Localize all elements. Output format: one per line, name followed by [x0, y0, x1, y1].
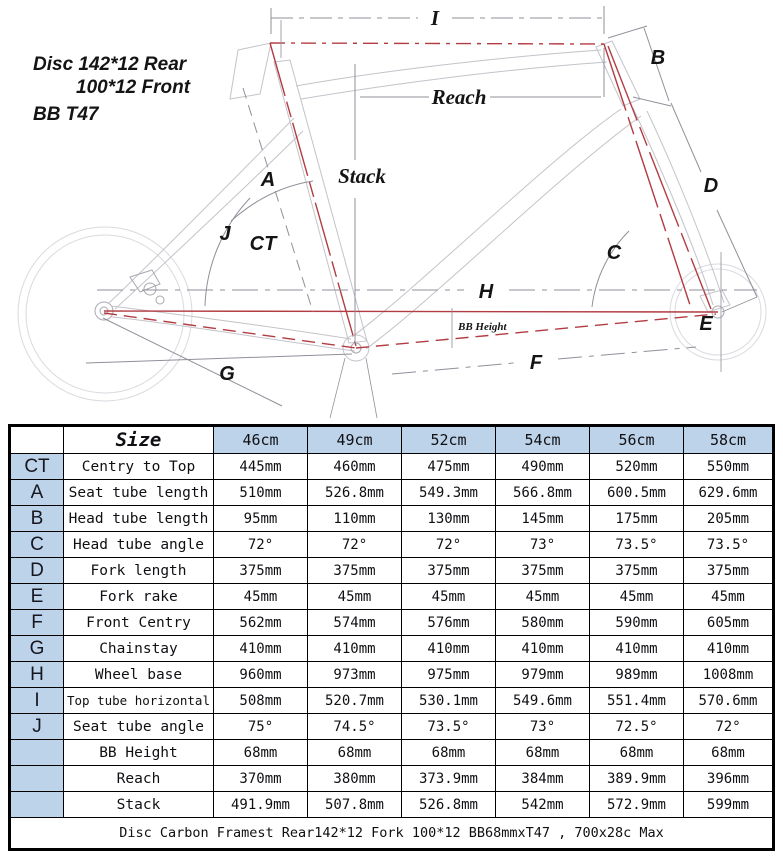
- size-col-header: 54cm: [496, 426, 590, 454]
- label-front-centry: F: [529, 352, 543, 374]
- bike-frame-drawing: [0, 0, 783, 424]
- annotation-front-spacing: 100*12 Front: [76, 77, 191, 98]
- size-col-header: 49cm: [308, 426, 402, 454]
- value-cell: 580mm: [496, 610, 590, 636]
- value-cell: 562mm: [214, 610, 308, 636]
- value-cell: 599mm: [684, 792, 774, 818]
- value-cell: 508mm: [214, 688, 308, 714]
- table-row: [10, 766, 774, 792]
- row-code-cell: A: [10, 480, 64, 506]
- table-row: [10, 636, 774, 662]
- table-row: [10, 610, 774, 636]
- value-cell: 375mm: [402, 558, 496, 584]
- value-cell: 72°: [402, 532, 496, 558]
- row-name-cell: Fork rake: [64, 584, 214, 610]
- size-col-header: 46cm: [214, 426, 308, 454]
- label-seat-tube-length: A: [260, 169, 276, 191]
- label-head-tube-length: B: [650, 47, 666, 69]
- label-reach: Reach: [431, 85, 487, 109]
- label-seat-tube-angle: J: [219, 223, 231, 245]
- frame-geometry-diagram: [0, 0, 783, 424]
- value-cell: 490mm: [496, 454, 590, 480]
- value-cell: 130mm: [402, 506, 496, 532]
- value-cell: 491.9mm: [214, 792, 308, 818]
- table-footer: Disc Carbon Framest Rear142*12 Fork 100*12 BB68mmxT47 , 700x28c Max: [10, 818, 774, 850]
- diagram-labels: [33, 6, 718, 385]
- value-cell: 389.9mm: [590, 766, 684, 792]
- label-fork-length: D: [703, 175, 719, 197]
- size-col-header: 56cm: [590, 426, 684, 454]
- value-cell: 975mm: [402, 662, 496, 688]
- value-cell: 205mm: [684, 506, 774, 532]
- value-cell: 526.8mm: [308, 480, 402, 506]
- value-cell: 45mm: [402, 584, 496, 610]
- value-cell: 574mm: [308, 610, 402, 636]
- value-cell: 375mm: [496, 558, 590, 584]
- label-wheel-base: H: [478, 281, 494, 303]
- label-head-tube-angle: C: [606, 242, 622, 264]
- value-cell: 72°: [684, 714, 774, 740]
- value-cell: 45mm: [684, 584, 774, 610]
- value-cell: 73°: [496, 714, 590, 740]
- row-name-cell: Reach: [64, 766, 214, 792]
- corner-cell: [10, 426, 64, 454]
- row-name-cell: Fork length: [64, 558, 214, 584]
- value-cell: 375mm: [590, 558, 684, 584]
- value-cell: 72.5°: [590, 714, 684, 740]
- value-cell: 375mm: [308, 558, 402, 584]
- row-code-cell: J: [10, 714, 64, 740]
- row-name-cell: Chainstay: [64, 636, 214, 662]
- value-cell: 45mm: [308, 584, 402, 610]
- table-header-row: [10, 426, 774, 454]
- row-code-cell: [10, 766, 64, 792]
- value-cell: 175mm: [590, 506, 684, 532]
- label-stack: Stack: [338, 164, 386, 188]
- value-cell: 566.8mm: [496, 480, 590, 506]
- value-cell: 45mm: [496, 584, 590, 610]
- row-name-cell: Front Centry: [64, 610, 214, 636]
- value-cell: 373.9mm: [402, 766, 496, 792]
- value-cell: 68mm: [402, 740, 496, 766]
- value-cell: 410mm: [214, 636, 308, 662]
- value-cell: 396mm: [684, 766, 774, 792]
- value-cell: 520mm: [590, 454, 684, 480]
- value-cell: 410mm: [496, 636, 590, 662]
- value-cell: 74.5°: [308, 714, 402, 740]
- row-name-cell: Head tube angle: [64, 532, 214, 558]
- value-cell: 460mm: [308, 454, 402, 480]
- value-cell: 410mm: [402, 636, 496, 662]
- geometry-table: [8, 424, 775, 851]
- value-cell: 520.7mm: [308, 688, 402, 714]
- value-cell: 75°: [214, 714, 308, 740]
- size-header: Size: [64, 426, 214, 454]
- row-name-cell: Seat tube length: [64, 480, 214, 506]
- row-name-cell: BB Height: [64, 740, 214, 766]
- value-cell: 576mm: [402, 610, 496, 636]
- table-row: [10, 714, 774, 740]
- row-code-cell: D: [10, 558, 64, 584]
- size-col-header: 52cm: [402, 426, 496, 454]
- value-cell: 973mm: [308, 662, 402, 688]
- table-row: [10, 792, 774, 818]
- value-cell: 410mm: [684, 636, 774, 662]
- value-cell: 370mm: [214, 766, 308, 792]
- value-cell: 507.8mm: [308, 792, 402, 818]
- value-cell: 375mm: [214, 558, 308, 584]
- value-cell: 72°: [308, 532, 402, 558]
- row-code-cell: C: [10, 532, 64, 558]
- table-row: [10, 506, 774, 532]
- value-cell: 380mm: [308, 766, 402, 792]
- row-code-cell: E: [10, 584, 64, 610]
- value-cell: 1008mm: [684, 662, 774, 688]
- value-cell: 572.9mm: [590, 792, 684, 818]
- annotation-rear-spacing: Disc 142*12 Rear: [33, 54, 187, 75]
- value-cell: 590mm: [590, 610, 684, 636]
- value-cell: 475mm: [402, 454, 496, 480]
- size-col-header: 58cm: [684, 426, 774, 454]
- table-row: [10, 662, 774, 688]
- table-row: [10, 688, 774, 714]
- row-name-cell: Stack: [64, 792, 214, 818]
- value-cell: 570.6mm: [684, 688, 774, 714]
- value-cell: 526.8mm: [402, 792, 496, 818]
- value-cell: 68mm: [590, 740, 684, 766]
- table-row: [10, 584, 774, 610]
- value-cell: 73.5°: [402, 714, 496, 740]
- value-cell: 979mm: [496, 662, 590, 688]
- annotation-bb-standard: BB T47: [33, 104, 99, 125]
- row-code-cell: CT: [10, 454, 64, 480]
- table-footer-row: [10, 818, 774, 850]
- value-cell: 605mm: [684, 610, 774, 636]
- value-cell: 960mm: [214, 662, 308, 688]
- row-name-cell: Centry to Top: [64, 454, 214, 480]
- row-code-cell: [10, 792, 64, 818]
- value-cell: 410mm: [590, 636, 684, 662]
- value-cell: 72°: [214, 532, 308, 558]
- row-code-cell: B: [10, 506, 64, 532]
- value-cell: 68mm: [684, 740, 774, 766]
- label-chainstay: G: [219, 363, 235, 385]
- value-cell: 73.5°: [590, 532, 684, 558]
- value-cell: 68mm: [214, 740, 308, 766]
- red-geometry-lines: [104, 43, 718, 348]
- row-name-cell: Wheel base: [64, 662, 214, 688]
- value-cell: 73.5°: [684, 532, 774, 558]
- row-code-cell: I: [10, 688, 64, 714]
- label-centry-to-top: CT: [249, 233, 277, 255]
- row-code-cell: H: [10, 662, 64, 688]
- row-name-cell: Top tube horizontal: [64, 688, 214, 714]
- row-name-cell: Head tube length: [64, 506, 214, 532]
- value-cell: 45mm: [590, 584, 684, 610]
- value-cell: 551.4mm: [590, 688, 684, 714]
- label-top-tube-horizontal: I: [430, 6, 440, 30]
- value-cell: 629.6mm: [684, 480, 774, 506]
- row-name-cell: Seat tube angle: [64, 714, 214, 740]
- table-row: [10, 740, 774, 766]
- table-row: [10, 532, 774, 558]
- value-cell: 989mm: [590, 662, 684, 688]
- table-row: [10, 480, 774, 506]
- wheels: [18, 227, 766, 401]
- value-cell: 384mm: [496, 766, 590, 792]
- row-code-cell: [10, 740, 64, 766]
- value-cell: 600.5mm: [590, 480, 684, 506]
- table-row: [10, 558, 774, 584]
- value-cell: 530.1mm: [402, 688, 496, 714]
- value-cell: 110mm: [308, 506, 402, 532]
- value-cell: 68mm: [496, 740, 590, 766]
- value-cell: 550mm: [684, 454, 774, 480]
- value-cell: 445mm: [214, 454, 308, 480]
- frame-tubes: [109, 41, 730, 361]
- label-bb-height: BB Height: [458, 321, 507, 333]
- value-cell: 542mm: [496, 792, 590, 818]
- row-code-cell: G: [10, 636, 64, 662]
- value-cell: 375mm: [684, 558, 774, 584]
- table-row: [10, 454, 774, 480]
- value-cell: 510mm: [214, 480, 308, 506]
- value-cell: 95mm: [214, 506, 308, 532]
- value-cell: 549.3mm: [402, 480, 496, 506]
- value-cell: 68mm: [308, 740, 402, 766]
- value-cell: 145mm: [496, 506, 590, 532]
- row-code-cell: F: [10, 610, 64, 636]
- value-cell: 410mm: [308, 636, 402, 662]
- value-cell: 73°: [496, 532, 590, 558]
- value-cell: 549.6mm: [496, 688, 590, 714]
- value-cell: 45mm: [214, 584, 308, 610]
- label-fork-rake: E: [699, 313, 713, 335]
